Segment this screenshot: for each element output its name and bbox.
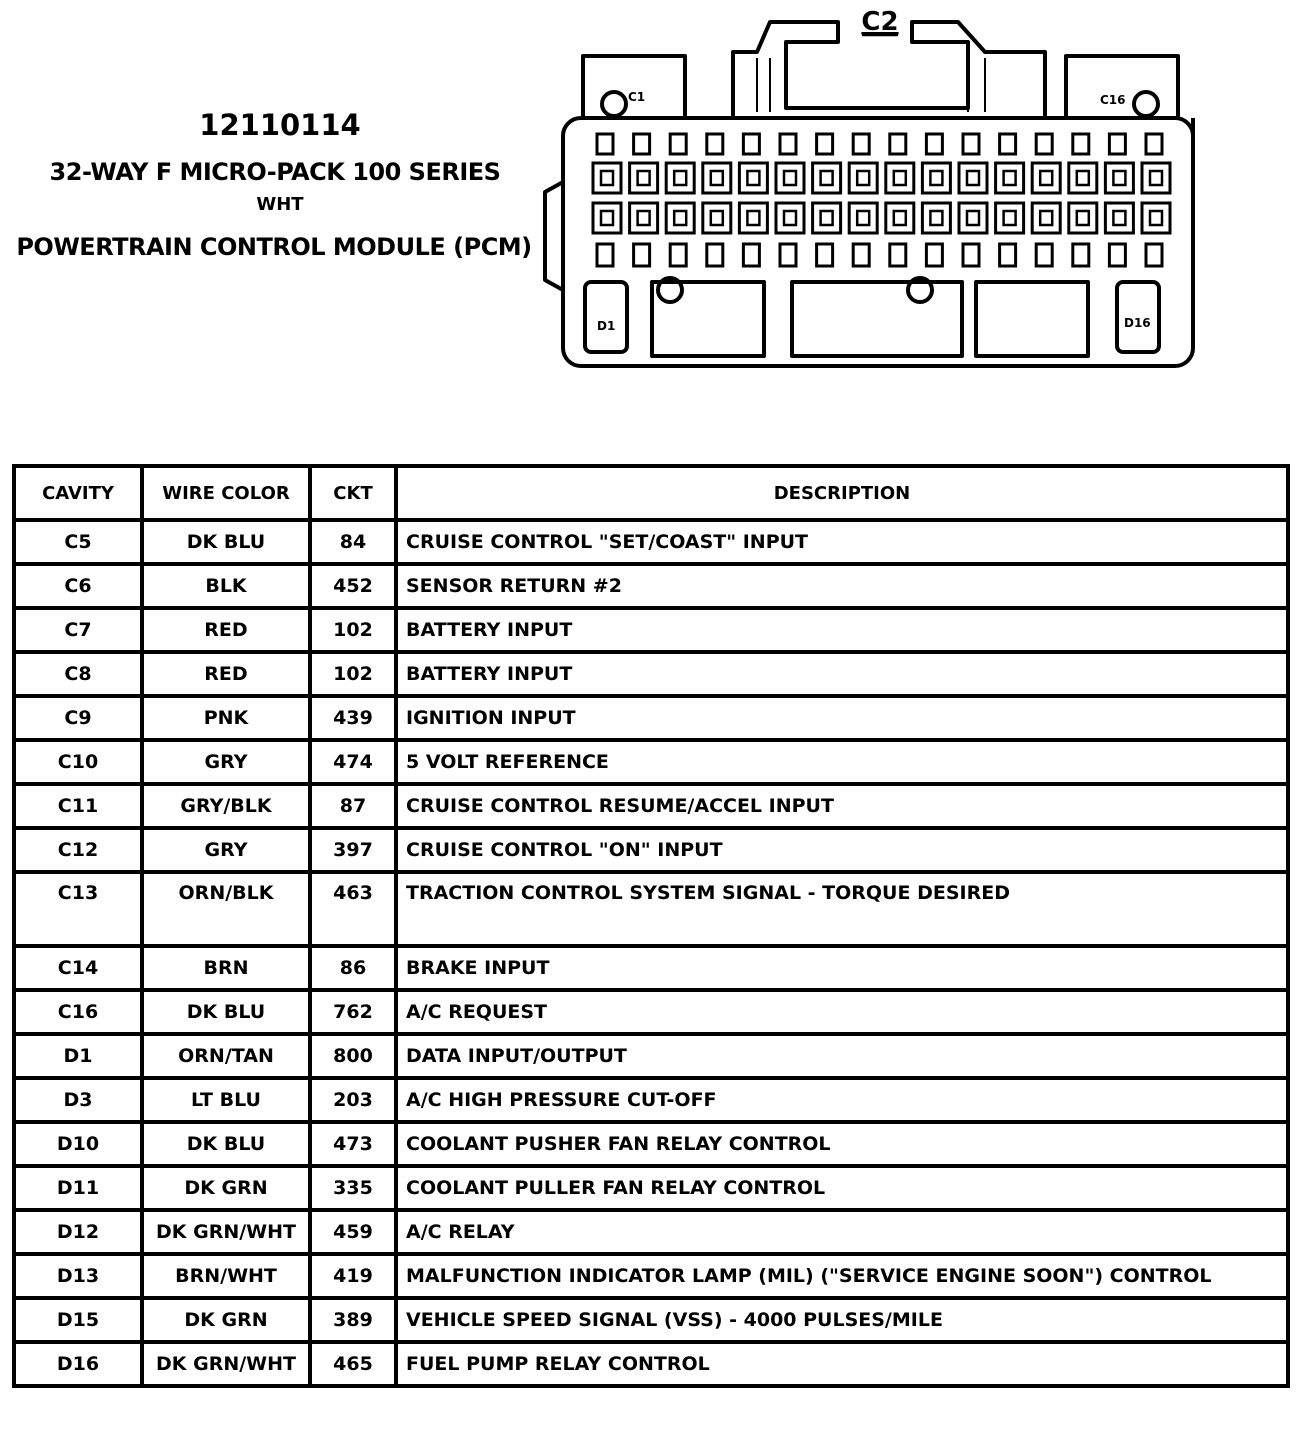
pin-bottom bbox=[1036, 244, 1052, 266]
table-row bbox=[14, 652, 1288, 696]
cell-ckt: 86 bbox=[310, 946, 396, 990]
cavity-square bbox=[996, 203, 1024, 233]
pin-bottom bbox=[853, 244, 869, 266]
table-row bbox=[14, 946, 1288, 990]
cell-description: SENSOR RETURN #2 bbox=[396, 564, 1288, 608]
pin-top bbox=[963, 134, 979, 154]
pin-bottom bbox=[963, 244, 979, 266]
connector-diagram bbox=[530, 0, 1210, 380]
cell-wire-color: DK GRN bbox=[142, 1166, 310, 1210]
cavity-terminal bbox=[821, 211, 833, 225]
cavity-square bbox=[813, 203, 841, 233]
table-row bbox=[14, 1254, 1288, 1298]
pin-top bbox=[743, 134, 759, 154]
cavity-terminal bbox=[1150, 171, 1162, 185]
cell-description: COOLANT PULLER FAN RELAY CONTROL bbox=[396, 1166, 1288, 1210]
pin-bottom bbox=[926, 244, 942, 266]
cavity-terminal bbox=[967, 171, 979, 185]
pin-top bbox=[1073, 134, 1089, 154]
cell-description: A/C HIGH PRESSURE CUT-OFF bbox=[396, 1078, 1288, 1122]
cell-cavity: D13 bbox=[14, 1254, 142, 1298]
cavity-square bbox=[849, 163, 877, 193]
cavity-square bbox=[630, 163, 658, 193]
cell-description: FUEL PUMP RELAY CONTROL bbox=[396, 1342, 1288, 1386]
cavity-terminal bbox=[1113, 211, 1125, 225]
connector-type: 32-WAY F MICRO-PACK 100 SERIES bbox=[49, 158, 501, 186]
pin-bottom bbox=[1109, 244, 1125, 266]
table-row bbox=[14, 1298, 1288, 1342]
cell-ckt: 102 bbox=[310, 652, 396, 696]
cell-ckt: 800 bbox=[310, 1034, 396, 1078]
pin-bottom bbox=[817, 244, 833, 266]
pin-bottom bbox=[670, 244, 686, 266]
cavity-terminal bbox=[638, 211, 650, 225]
col-header-wire-color: WIRE COLOR bbox=[142, 466, 310, 520]
cell-cavity: D11 bbox=[14, 1166, 142, 1210]
cell-cavity: D12 bbox=[14, 1210, 142, 1254]
cell-wire-color: RED bbox=[142, 652, 310, 696]
cavity-square bbox=[666, 163, 694, 193]
cavity-square bbox=[922, 203, 950, 233]
pin-bottom bbox=[597, 244, 613, 266]
cavity-terminal bbox=[711, 171, 723, 185]
pin-top bbox=[1109, 134, 1125, 154]
cell-ckt: 474 bbox=[310, 740, 396, 784]
cell-description: CRUISE CONTROL "SET/COAST" INPUT bbox=[396, 520, 1288, 564]
cavity-terminal bbox=[784, 171, 796, 185]
pin-bottom bbox=[743, 244, 759, 266]
cell-cavity: D3 bbox=[14, 1078, 142, 1122]
cell-wire-color: DK GRN bbox=[142, 1298, 310, 1342]
cell-ckt: 762 bbox=[310, 990, 396, 1034]
cavity-square bbox=[996, 163, 1024, 193]
pin-top bbox=[634, 134, 650, 154]
pin-bottom bbox=[1146, 244, 1162, 266]
pin-top bbox=[780, 134, 796, 154]
cavity-terminal bbox=[601, 211, 613, 225]
cell-ckt: 389 bbox=[310, 1298, 396, 1342]
cell-description: CRUISE CONTROL RESUME/ACCEL INPUT bbox=[396, 784, 1288, 828]
cell-cavity: C16 bbox=[14, 990, 142, 1034]
cavity-terminal bbox=[930, 171, 942, 185]
connector-label: C2 bbox=[861, 7, 899, 37]
connector-color: WHT bbox=[256, 194, 304, 215]
pin-top bbox=[1000, 134, 1016, 154]
cavity-terminal bbox=[711, 211, 723, 225]
cell-ckt: 439 bbox=[310, 696, 396, 740]
cavity-square bbox=[1142, 163, 1170, 193]
cell-wire-color: RED bbox=[142, 608, 310, 652]
table-row bbox=[14, 872, 1288, 946]
cell-cavity: C6 bbox=[14, 564, 142, 608]
cavity-terminal bbox=[601, 171, 613, 185]
cavity-square bbox=[1069, 203, 1097, 233]
cavity-terminal bbox=[1004, 171, 1016, 185]
cell-cavity: C8 bbox=[14, 652, 142, 696]
cell-cavity: C5 bbox=[14, 520, 142, 564]
cavity-terminal bbox=[1040, 211, 1052, 225]
cavity-terminal bbox=[894, 171, 906, 185]
cavity-square bbox=[886, 203, 914, 233]
cavity-terminal bbox=[1113, 171, 1125, 185]
cell-wire-color: BRN bbox=[142, 946, 310, 990]
pin-bottom bbox=[707, 244, 723, 266]
cell-cavity: C9 bbox=[14, 696, 142, 740]
pin-top bbox=[707, 134, 723, 154]
cavity-square bbox=[703, 163, 731, 193]
cavity-label-c16: C16 bbox=[1100, 93, 1126, 107]
table-row bbox=[14, 1342, 1288, 1386]
pin-top bbox=[1036, 134, 1052, 154]
cell-description: IGNITION INPUT bbox=[396, 696, 1288, 740]
cell-cavity: D1 bbox=[14, 1034, 142, 1078]
cavity-label-c1: C1 bbox=[628, 90, 646, 104]
cell-description: DATA INPUT/OUTPUT bbox=[396, 1034, 1288, 1078]
cavity-terminal bbox=[930, 211, 942, 225]
module-name: POWERTRAIN CONTROL MODULE (PCM) bbox=[16, 233, 532, 261]
cell-wire-color: DK BLU bbox=[142, 1122, 310, 1166]
connector-body bbox=[563, 118, 1193, 366]
table-row bbox=[14, 784, 1288, 828]
cavity-square bbox=[703, 203, 731, 233]
table-row bbox=[14, 1034, 1288, 1078]
cell-cavity: C14 bbox=[14, 946, 142, 990]
cell-wire-color: DK BLU bbox=[142, 990, 310, 1034]
cell-cavity: C13 bbox=[14, 872, 142, 946]
header-row bbox=[14, 466, 1288, 520]
cavity-terminal bbox=[1077, 211, 1089, 225]
cavity-terminal bbox=[747, 211, 759, 225]
cavity-terminal bbox=[1150, 211, 1162, 225]
cavity-terminal bbox=[747, 171, 759, 185]
cell-ckt: 203 bbox=[310, 1078, 396, 1122]
table-row bbox=[14, 1210, 1288, 1254]
cavity-square bbox=[922, 163, 950, 193]
cavity-square bbox=[630, 203, 658, 233]
col-header-ckt: CKT bbox=[310, 466, 396, 520]
cell-ckt: 473 bbox=[310, 1122, 396, 1166]
cell-wire-color: DK GRN/WHT bbox=[142, 1210, 310, 1254]
cavity-terminal bbox=[1077, 171, 1089, 185]
pin-bottom bbox=[1000, 244, 1016, 266]
cavity-square bbox=[849, 203, 877, 233]
table-row bbox=[14, 1078, 1288, 1122]
cavity-terminal bbox=[1040, 171, 1052, 185]
pin-top bbox=[890, 134, 906, 154]
cell-ckt: 459 bbox=[310, 1210, 396, 1254]
col-header-description: DESCRIPTION bbox=[396, 466, 1288, 520]
cell-ckt: 335 bbox=[310, 1166, 396, 1210]
col-header-cavity: CAVITY bbox=[14, 466, 142, 520]
cavity-square bbox=[593, 163, 621, 193]
cavity-terminal bbox=[784, 211, 796, 225]
pin-bottom bbox=[890, 244, 906, 266]
cell-ckt: 465 bbox=[310, 1342, 396, 1386]
cavity-square bbox=[776, 203, 804, 233]
cavity-terminal bbox=[638, 171, 650, 185]
pin-top bbox=[926, 134, 942, 154]
cell-wire-color: BRN/WHT bbox=[142, 1254, 310, 1298]
cell-description: CRUISE CONTROL "ON" INPUT bbox=[396, 828, 1288, 872]
cell-ckt: 84 bbox=[310, 520, 396, 564]
cell-cavity: D16 bbox=[14, 1342, 142, 1386]
cell-description: 5 VOLT REFERENCE bbox=[396, 740, 1288, 784]
pin-top bbox=[670, 134, 686, 154]
cell-description: A/C RELAY bbox=[396, 1210, 1288, 1254]
cell-wire-color: DK BLU bbox=[142, 520, 310, 564]
table-row bbox=[14, 990, 1288, 1034]
cavity-square bbox=[739, 163, 767, 193]
cavity-square bbox=[776, 163, 804, 193]
pin-bottom bbox=[780, 244, 796, 266]
cell-description: MALFUNCTION INDICATOR LAMP (MIL) ("SERVICE ENGINE SOON") CONTROL bbox=[396, 1254, 1288, 1298]
cavity-terminal bbox=[857, 211, 869, 225]
cell-wire-color: GRY bbox=[142, 828, 310, 872]
cell-description: A/C REQUEST bbox=[396, 990, 1288, 1034]
cavity-square bbox=[1142, 203, 1170, 233]
pin-top bbox=[597, 134, 613, 154]
cell-ckt: 419 bbox=[310, 1254, 396, 1298]
cavity-label-d1: D1 bbox=[597, 319, 616, 333]
cell-ckt: 87 bbox=[310, 784, 396, 828]
cavity-terminal bbox=[857, 171, 869, 185]
part-number: 12110114 bbox=[199, 108, 361, 142]
cell-description: BATTERY INPUT bbox=[396, 652, 1288, 696]
cell-cavity: C12 bbox=[14, 828, 142, 872]
cavity-square bbox=[959, 203, 987, 233]
cell-ckt: 102 bbox=[310, 608, 396, 652]
cavity-square bbox=[666, 203, 694, 233]
cell-wire-color: DK GRN/WHT bbox=[142, 1342, 310, 1386]
cavity-label-d16: D16 bbox=[1124, 316, 1151, 330]
table-row bbox=[14, 1122, 1288, 1166]
pin-bottom bbox=[1073, 244, 1089, 266]
pin-top bbox=[853, 134, 869, 154]
cell-ckt: 452 bbox=[310, 564, 396, 608]
pin-grid bbox=[593, 134, 1170, 266]
cell-cavity: C11 bbox=[14, 784, 142, 828]
table-row bbox=[14, 1166, 1288, 1210]
cell-cavity: D10 bbox=[14, 1122, 142, 1166]
cavity-terminal bbox=[674, 171, 686, 185]
table-row bbox=[14, 828, 1288, 872]
cavity-square bbox=[593, 203, 621, 233]
table-row bbox=[14, 608, 1288, 652]
pin-top bbox=[1146, 134, 1162, 154]
cell-wire-color: GRY/BLK bbox=[142, 784, 310, 828]
cell-description: BRAKE INPUT bbox=[396, 946, 1288, 990]
cavity-terminal bbox=[1004, 211, 1016, 225]
cell-wire-color: BLK bbox=[142, 564, 310, 608]
cell-wire-color: GRY bbox=[142, 740, 310, 784]
table-row bbox=[14, 564, 1288, 608]
cell-cavity: C10 bbox=[14, 740, 142, 784]
cavity-terminal bbox=[674, 211, 686, 225]
cell-ckt: 397 bbox=[310, 828, 396, 872]
cell-description: TRACTION CONTROL SYSTEM SIGNAL - TORQUE DESIRED bbox=[396, 872, 1288, 946]
cell-description: BATTERY INPUT bbox=[396, 608, 1288, 652]
cell-cavity: C7 bbox=[14, 608, 142, 652]
cavity-square bbox=[1105, 203, 1133, 233]
table-row bbox=[14, 740, 1288, 784]
cell-cavity: D15 bbox=[14, 1298, 142, 1342]
cell-description: VEHICLE SPEED SIGNAL (VSS) - 4000 PULSES/MILE bbox=[396, 1298, 1288, 1342]
cavity-square bbox=[1069, 163, 1097, 193]
cavity-square bbox=[1105, 163, 1133, 193]
cavity-square bbox=[1032, 203, 1060, 233]
cell-wire-color: LT BLU bbox=[142, 1078, 310, 1122]
pinout-table bbox=[12, 464, 1290, 1388]
cell-wire-color: ORN/TAN bbox=[142, 1034, 310, 1078]
table-row bbox=[14, 696, 1288, 740]
cell-ckt: 463 bbox=[310, 872, 396, 946]
cavity-square bbox=[959, 163, 987, 193]
cavity-square bbox=[1032, 163, 1060, 193]
pin-top bbox=[817, 134, 833, 154]
cell-description: COOLANT PUSHER FAN RELAY CONTROL bbox=[396, 1122, 1288, 1166]
cell-wire-color: ORN/BLK bbox=[142, 872, 310, 946]
cavity-square bbox=[886, 163, 914, 193]
cavity-square bbox=[813, 163, 841, 193]
cell-wire-color: PNK bbox=[142, 696, 310, 740]
cavity-terminal bbox=[967, 211, 979, 225]
cavity-terminal bbox=[821, 171, 833, 185]
cavity-square bbox=[739, 203, 767, 233]
cavity-terminal bbox=[894, 211, 906, 225]
table-row bbox=[14, 520, 1288, 564]
pin-bottom bbox=[634, 244, 650, 266]
